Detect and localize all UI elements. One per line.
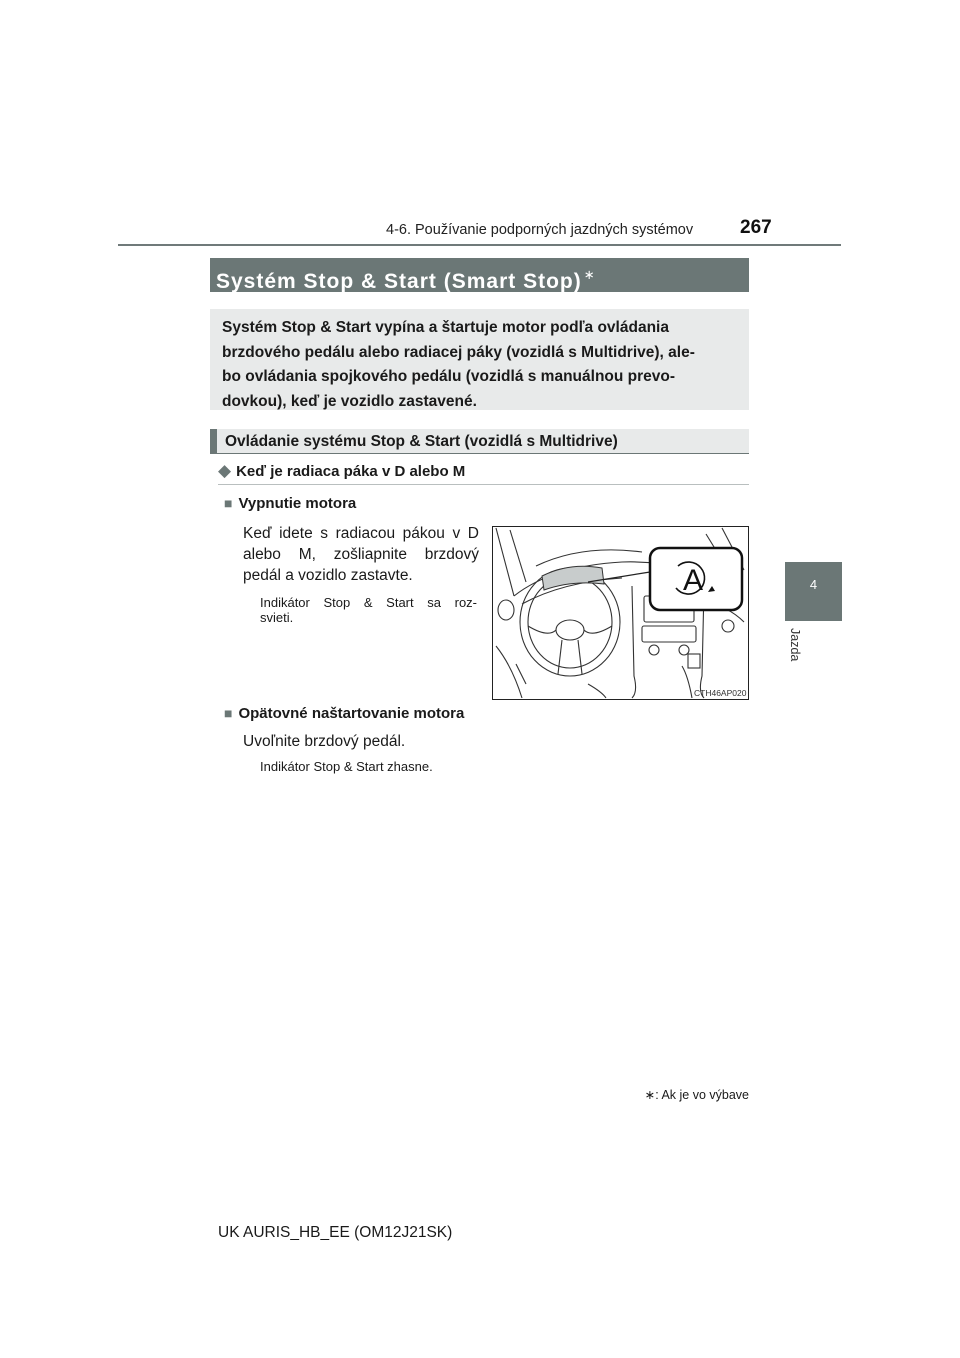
intro-line: bo ovládania spojkového pedálu (vozidlá s manuálnou prevo- (222, 368, 676, 385)
header-rule (118, 244, 841, 246)
footnote-text: : Ak je vo výbave (655, 1088, 749, 1102)
subsection-title: Ovládanie systému Stop & Start (vozidlá s Multidrive) (210, 429, 749, 454)
chapter-tab-label: Jazda (788, 628, 802, 662)
page-number: 267 (740, 217, 772, 238)
body-line: alebo M, zošliapnite brzdový (243, 546, 479, 563)
footnote-mark: ∗ (644, 1088, 656, 1102)
intro-line: brzdového pedálu alebo radiacej páky (vozidlá s Multidrive), ale- (222, 343, 695, 361)
block-heading-text: Vypnutie motora (238, 495, 357, 512)
dashboard-illustration (492, 526, 749, 700)
availability-mark: ∗ (583, 267, 596, 282)
block-heading-text: Opätovné naštartovanie motora (238, 705, 465, 722)
callout-letter: A (682, 564, 704, 597)
diamond-bullet-icon: ◆ (218, 461, 232, 480)
square-bullet-icon: ■ (224, 495, 233, 511)
body-line: Uvoľnite brzdový pedál. (243, 733, 406, 750)
manual-code: UK AURIS_HB_EE (OM12J21SK) (218, 1224, 453, 1241)
intro-box (210, 309, 749, 410)
section-title-bar (210, 258, 749, 292)
block-note-engine-restart (260, 759, 433, 774)
block-note-engine-stop (260, 595, 477, 625)
note-line: Indikátor Stop & Start sa roz- (260, 595, 477, 610)
block-body-engine-stop (243, 523, 479, 586)
square-bullet-icon: ■ (224, 705, 233, 721)
chapter-tab-number: 4 (809, 577, 818, 592)
note-line: svieti. (260, 610, 294, 625)
condition-text: Keď je radiaca páka v D alebo M (236, 463, 466, 480)
body-line: pedál a vozidlo zastavte. (243, 567, 413, 584)
note-line: Indikátor Stop & Start zhasne. (260, 759, 433, 774)
illustration-code: CTH46AP020 (694, 688, 747, 698)
block-heading-engine-stop (224, 495, 356, 512)
body-line: Keď idete s radiacou pákou v D (243, 525, 479, 542)
intro-line: dovkou), keď je vozidlo zastavené. (222, 392, 477, 410)
running-header-section: 4-6. Používanie podporných jazdných systémov (386, 222, 694, 238)
section-title: Systém Stop & Start (Smart Stop) (216, 270, 582, 293)
condition-heading (218, 461, 465, 481)
footnote (600, 1087, 749, 1102)
block-heading-engine-restart (224, 705, 464, 722)
intro-line: Systém Stop & Start vypína a štartuje motor podľa ovládania (222, 319, 669, 336)
condition-rule (218, 484, 749, 485)
block-body-engine-restart (243, 731, 405, 752)
